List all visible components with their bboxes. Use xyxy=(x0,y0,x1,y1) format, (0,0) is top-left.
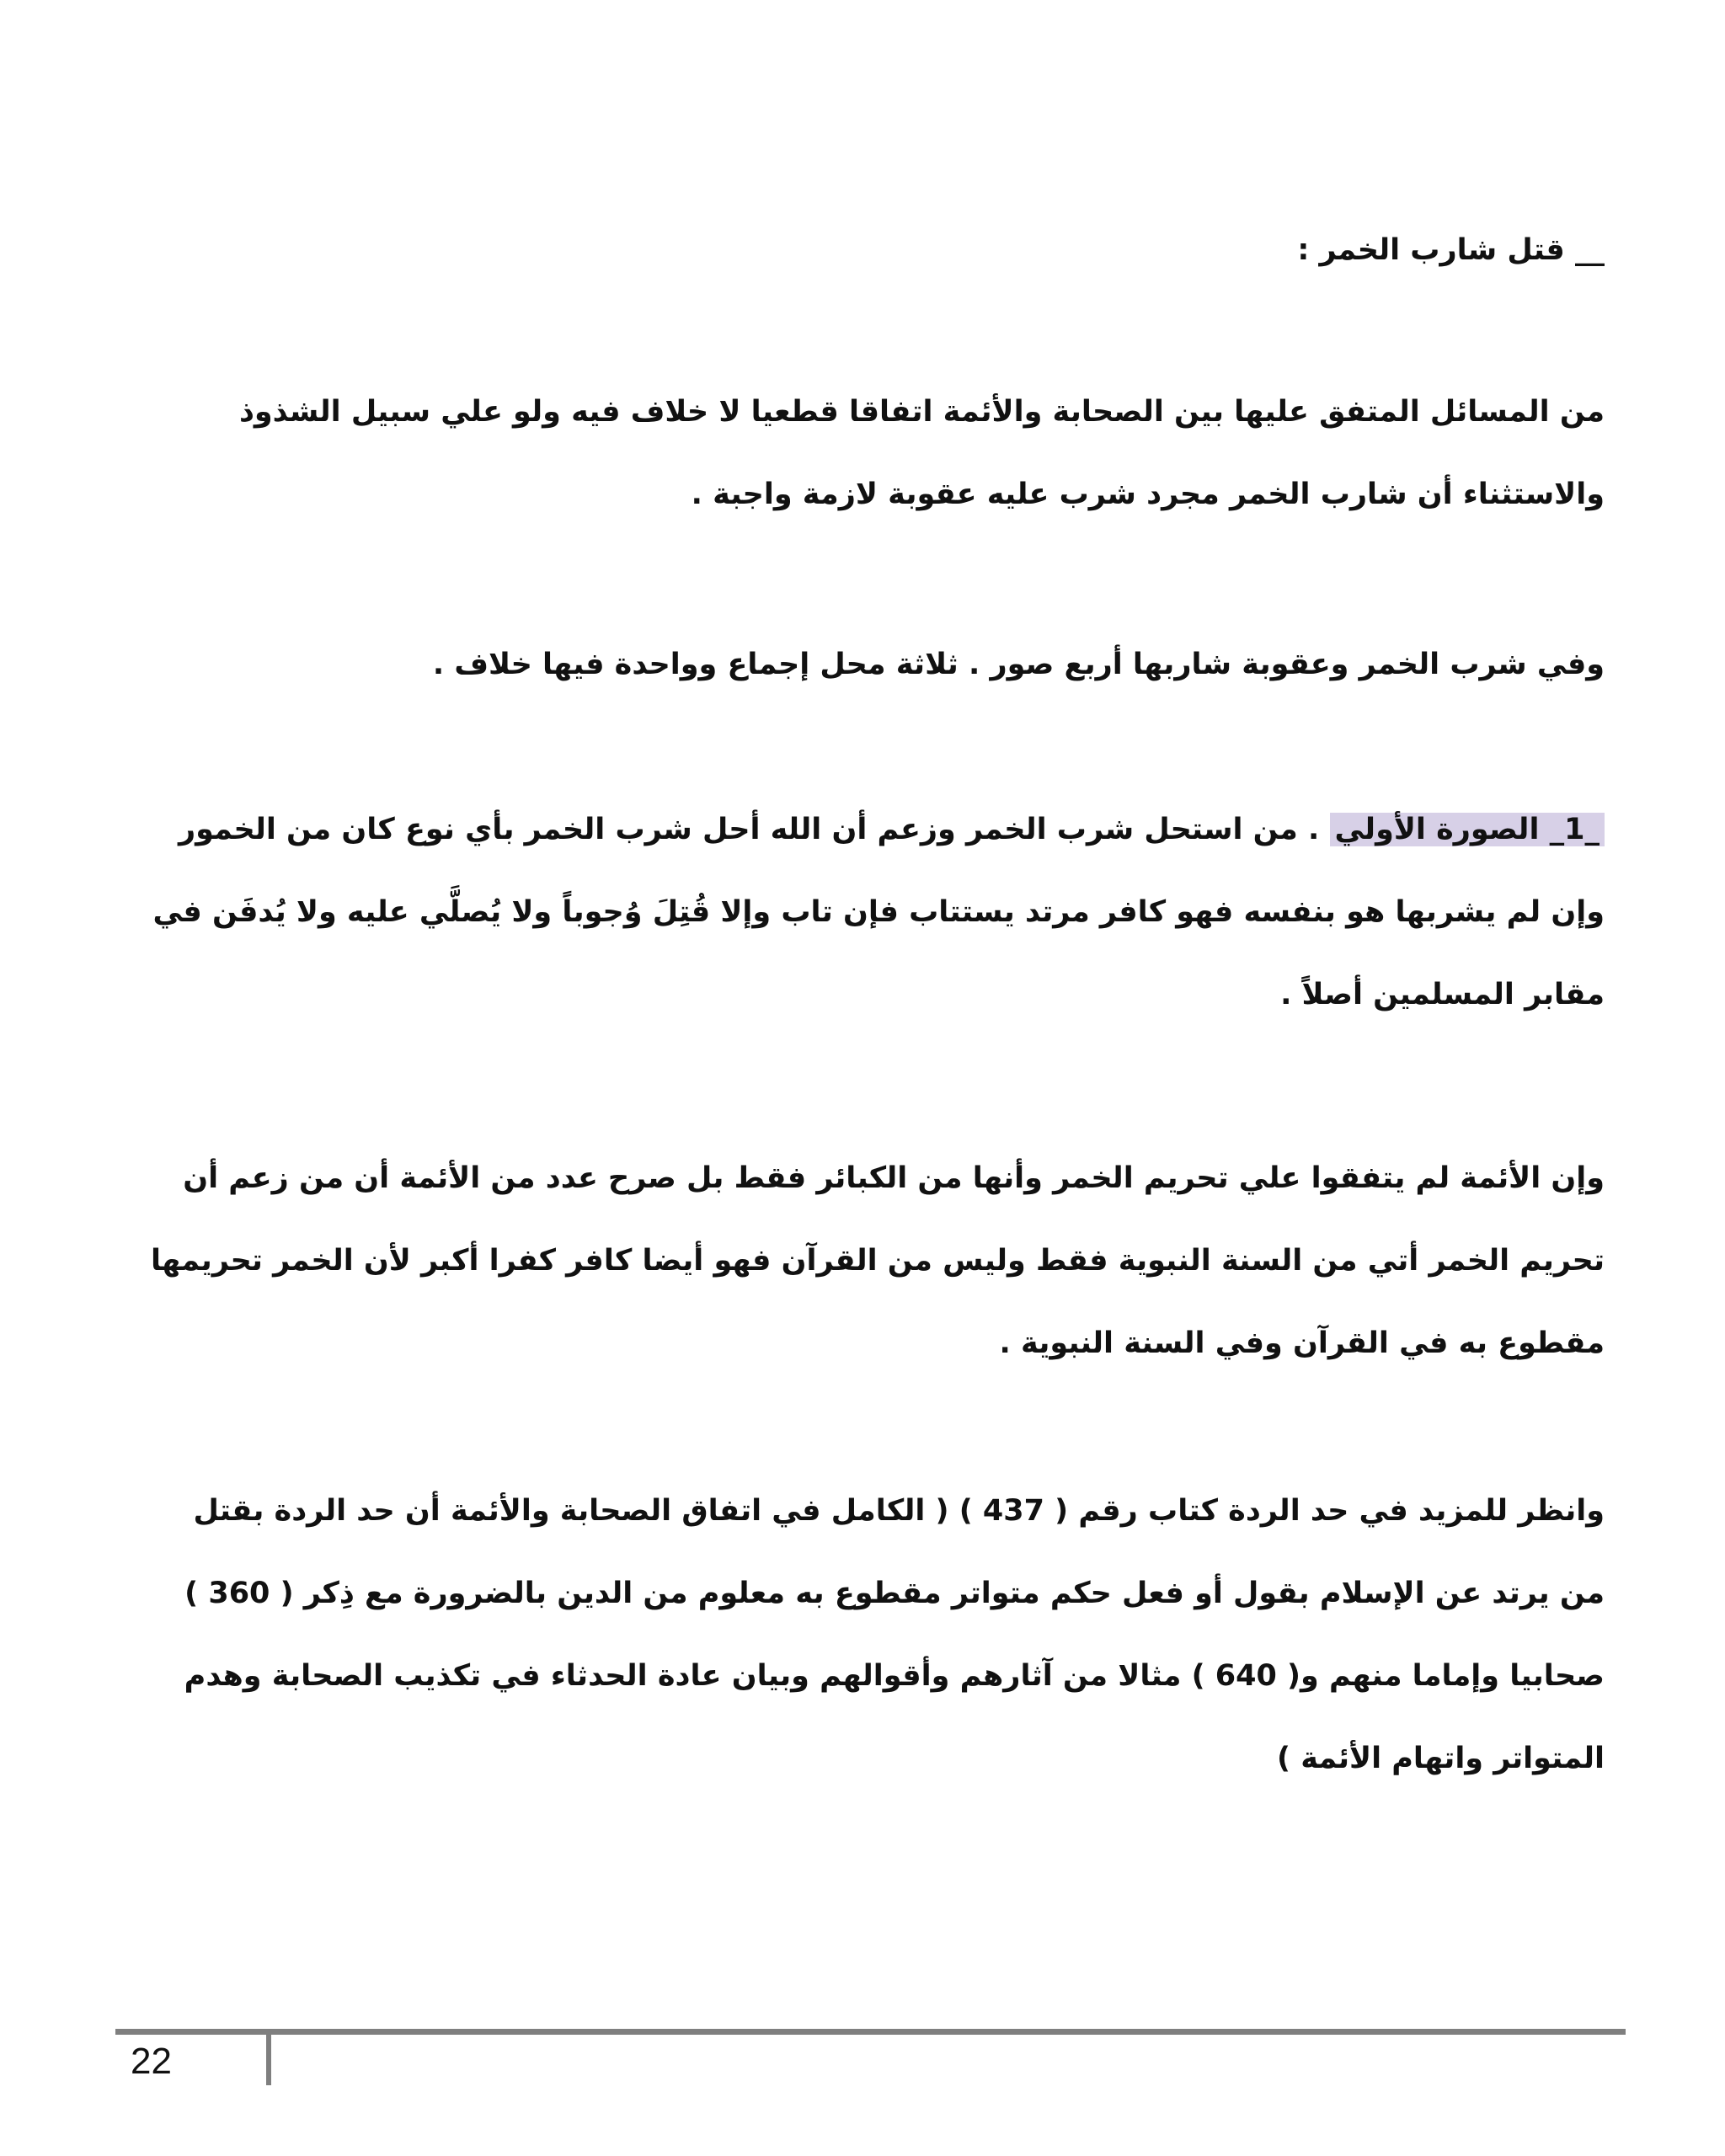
paragraph-reference: وانظر للمزيد في حد الردة كتاب رقم ( 437 ) ( الكامل في اتفاق الصحابة والأئمة أن حد الردة بقتل من يرتد عن الإسلام بقول أو فعل حكم متواتر مقطوع به معلوم من الدين بالضرورة مع ذِكر ( 360 ) صحابيا وإماما منهم و( 640 ) مثالا من آثارهم وأقوالهم وبيان عادة الحدثاء في تكذيب الصحابة وهدم المتواتر واتهام الأئمة ) xyxy=(184,1494,1605,1775)
first-case-text: . من استحل شرب الخمر وزعم أن الله أحل شرب الخمر بأي نوع كان من الخمور وإن لم يشربها هو بنفسه فهو كافر مرتد يستتاب فإن تاب وإلا قُتِلَ وُجوباً ولا يُصلَّي عليه ولا يُدفَن في مقابر المسلمين أصلاً . xyxy=(152,813,1605,1011)
section-heading: __ قتل شارب الخمر : xyxy=(1297,233,1605,267)
paragraph-imams: وإن الأئمة لم يتفقوا علي تحريم الخمر وأنها من الكبائر فقط بل صرح عدد من الأئمة أن من زعم أن تحريم الخمر أتي من السنة النبوية فقط وليس من القرآن فهو أيضا كافر كفرا أكبر لأن الخمر تحريمها مقطوع به في القرآن وفي السنة النبوية . xyxy=(150,1161,1605,1360)
footer-divider xyxy=(266,2035,271,2085)
paragraph-four-cases: وفي شرب الخمر وعقوبة شاربها أربع صور . ثلاثة محل إجماع وواحدة فيها خلاف . xyxy=(432,648,1605,681)
highlighted-case-label: _1_ الصورة الأولي xyxy=(1330,813,1605,846)
footer-rule xyxy=(115,2029,1626,2035)
paragraph-first-case xyxy=(147,788,1605,1036)
paragraph-consensus: من المسائل المتفق عليها بين الصحابة والأئمة اتفاقا قطعيا لا خلاف فيه ولو علي سبيل الشذوذ والاستثناء أن شارب الخمر مجرد شرب عليه عقوبة لازمة واجبة . xyxy=(238,395,1605,511)
page-number: 22 xyxy=(131,2041,172,2082)
